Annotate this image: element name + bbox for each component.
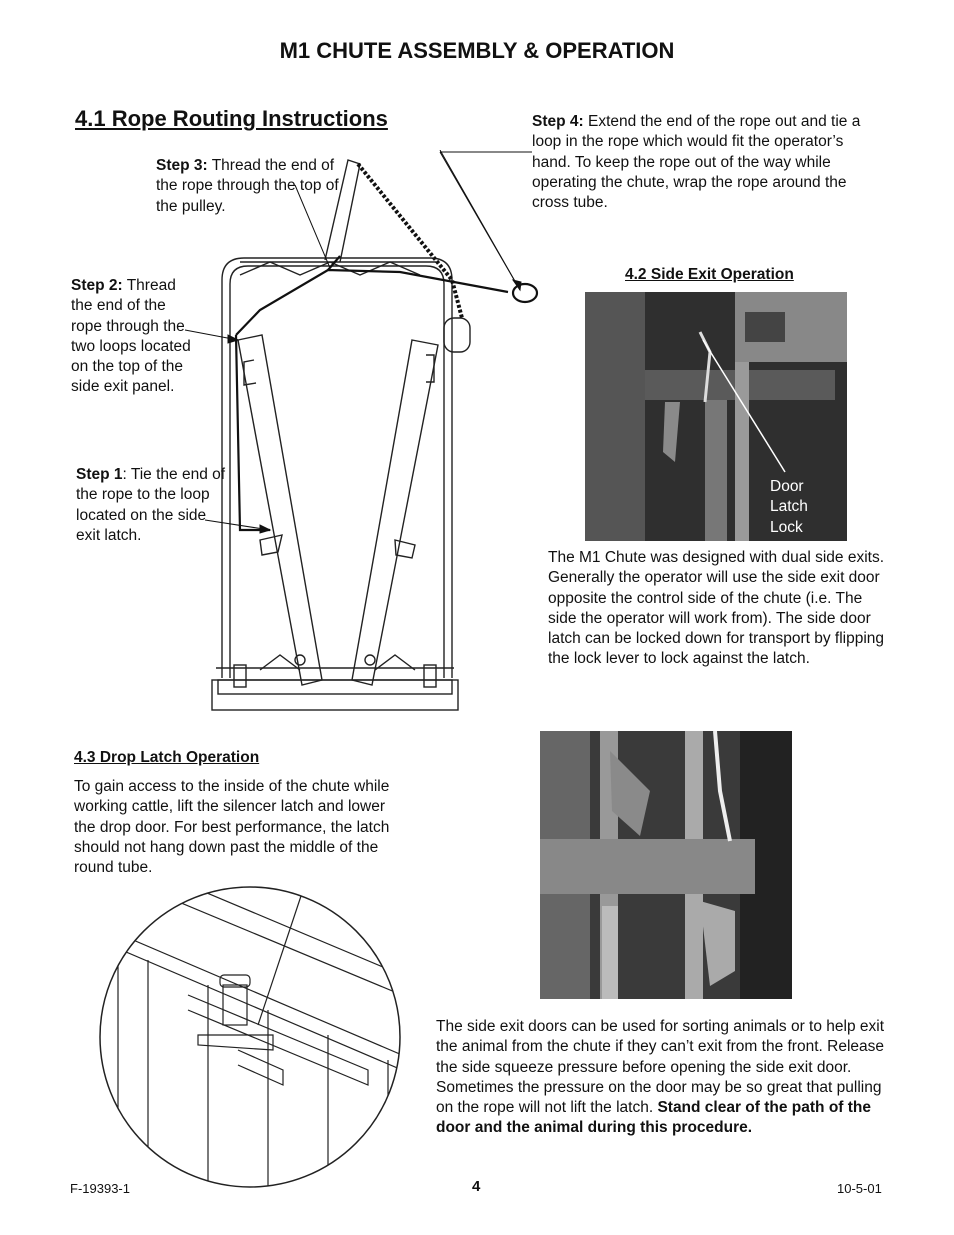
door-latch-lock-label: Door Latch Lock xyxy=(770,478,808,536)
drop-latch-body: To gain access to the inside of the chute while working cattle, lift the silencer latch and lower the drop door. For best performance, the latch should not hang down past the middle of the round tube. xyxy=(74,778,390,877)
drop-latch-photo-illustration xyxy=(540,731,792,999)
revision-date: 10-5-01 xyxy=(837,1181,882,1196)
step-3-text: Step 3: Thread the end of the rope through the top of the pulley. xyxy=(156,157,339,215)
step-2-text: Step 2: Thread the end of the rope through the two loops located on the top of the side exit panel. xyxy=(71,277,191,396)
page-title: M1 CHUTE ASSEMBLY & OPERATION xyxy=(279,38,675,63)
side-exit-note: The side exit doors can be used for sorting animals or to help exit the animal from the chute if they can’t exit from the front. Release the side squeeze pressure before opening the side exit door. Sometimes the pressure on the door may be so great that pulling on the rope will not lift the latch. Stand clear of the path of the door and the animal during this procedure. xyxy=(436,1018,885,1137)
side-exit-body: The M1 Chute was designed with dual side exits. Generally the operator will use the side exit door opposite the control side of the chute (i.e. The side the operator will work from). The side door latch can be locked down for transport by flipping the lock lever to lock against the latch. xyxy=(548,549,885,668)
section-heading-drop-latch: 4.3 Drop Latch Operation xyxy=(74,749,260,766)
section-heading-rope-routing: 4.1 Rope Routing Instructions xyxy=(75,106,388,131)
section-heading-side-exit: 4.2 Side Exit Operation xyxy=(625,266,794,283)
side-exit-photo xyxy=(585,292,847,541)
form-number: F-19393-1 xyxy=(70,1181,130,1196)
step-4-label: Step 4: xyxy=(532,113,584,130)
page-number: 4 xyxy=(472,1178,481,1195)
step-1-text: Step 1: Tie the end of the rope to the loop located on the side exit latch. xyxy=(76,466,226,544)
warning-text: Stand clear of the path of the door and the animal during this procedure. xyxy=(436,1099,872,1137)
drop-latch-photo xyxy=(540,731,792,999)
drop-latch-diagram xyxy=(98,885,402,1190)
step-4-text: Step 4: Extend the end of the rope out and tie a loop in the rope which would fit the operator’s hand. To keep the rope out of the way while operating the chute, wrap the rope around the cross tube. xyxy=(532,113,861,212)
